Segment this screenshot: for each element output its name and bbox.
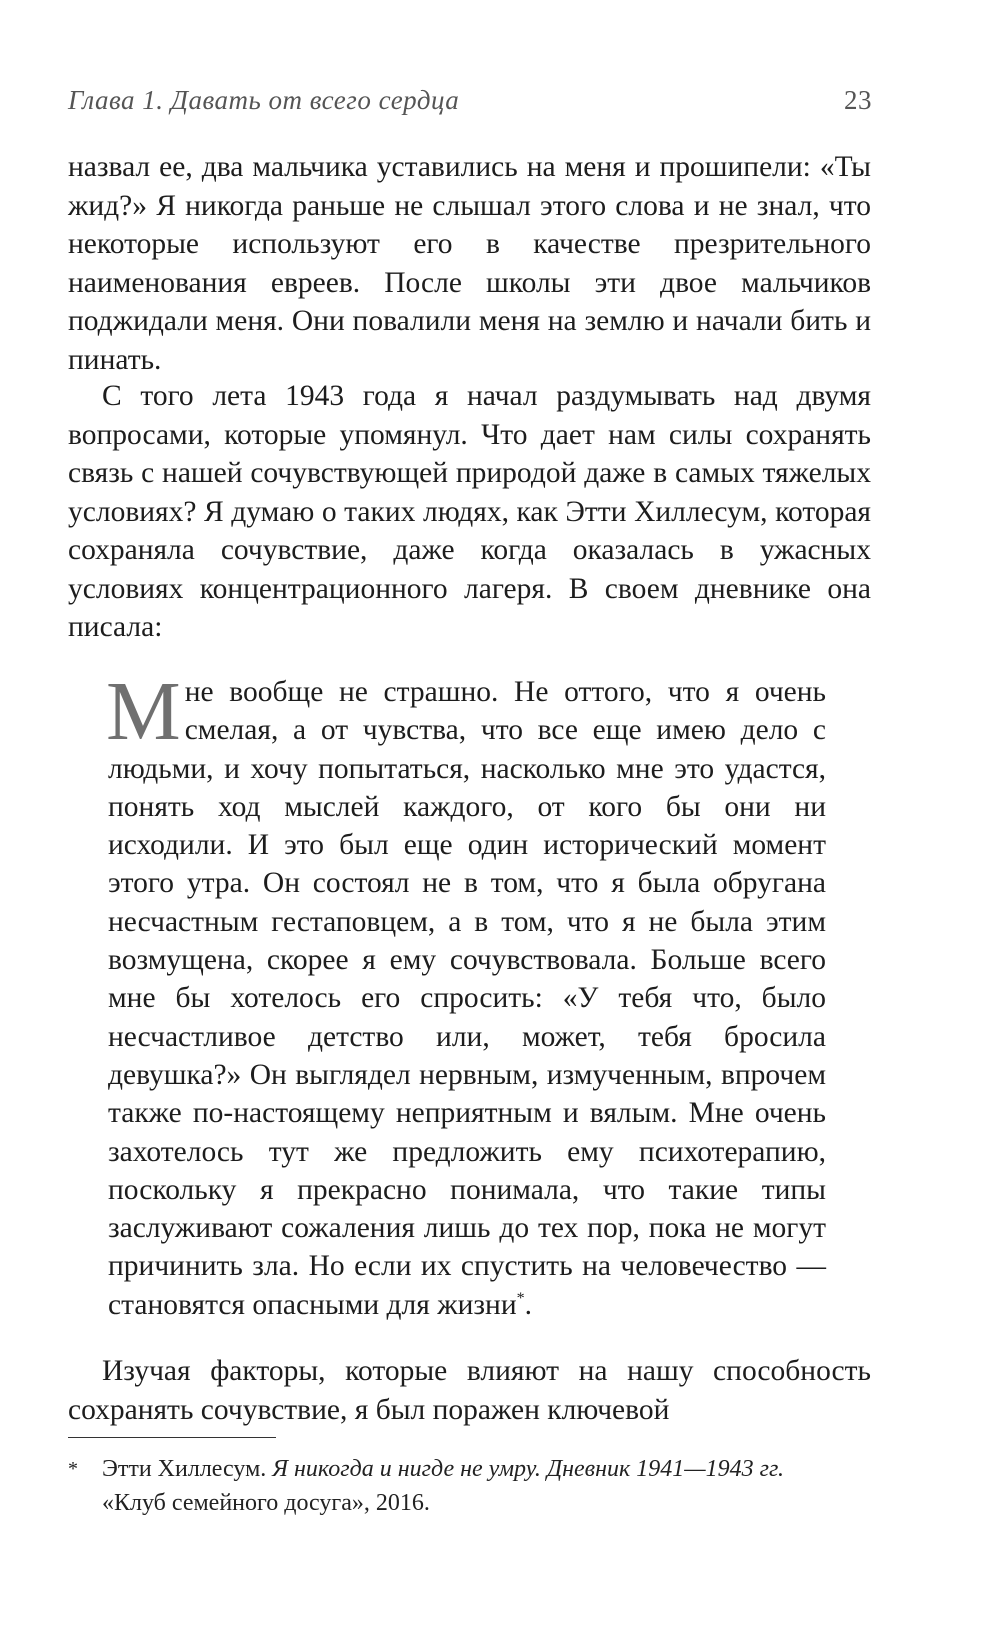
- block-quote: [106, 665, 826, 1324]
- running-title: Глава 1. Давать от всего сердца: [68, 85, 460, 115]
- body-paragraph-3: [68, 1352, 871, 1429]
- paragraph-text: Изучая факторы, которые влияют на нашу способность сохранять сочувствие, я был поражен ключевой: [68, 1355, 871, 1426]
- quote-end-punctuation: .: [524, 1288, 532, 1321]
- body-paragraph-2: [68, 377, 871, 647]
- page-number: 23: [844, 85, 872, 115]
- footnote-divider: [68, 1437, 276, 1438]
- footnote: [68, 1452, 871, 1520]
- paragraph-text: назвал ее, два мальчика уставились на меня и прошипели: «Ты жид?» Я никогда раньше не слышал этого слова и не знал, что некоторые используют его в качестве презрительного наименования евреев. После школы эти двое мальчиков поджидали меня. Они повалили меня на землю и начали бить и пинать.: [68, 151, 871, 376]
- quote-text: не вообще не страшно. Не оттого, что я очень смелая, а от чувства, что все еще имею дело с людьми, и хочу попытаться, насколько мне это удастся, понять ход мыслей каждого, от кого бы они ни исходили. И это был еще один исторический момент этого утра. Он состоял не в том, что я была обругана несчастным гестаповцем, а в том, что я не была этим возмущена, скорее я ему сочувствовала. Больше всего мне бы хотелось его спросить: «У тебя что, было несчастливое детство или, может, тебя бросила девушка?» Он выглядел нервным, измученным, впрочем также по-настоящему неприятным и вялым. Мне очень захотелось тут же предложить ему психотерапию, поскольку я прекрасно понимала, что такие типы заслуживают сожаления лишь до тех пор, пока не могут причинить зла. Но если их спустить на человечество — становятся опасными для жизни: [108, 676, 826, 1321]
- footnote-author: Этти Хиллесум.: [102, 1456, 267, 1482]
- footnote-book-title: Я никогда и нигде не умру. Дневник 1941—1943 гг.: [272, 1456, 784, 1482]
- paragraph-text: С того лета 1943 года я начал раздумывать над двумя вопросами, которые упомянул. Что дает нам силы сохранять связь с нашей сочувствующей природой даже в самых тяжелых условиях? Я думаю о таких людях, как Этти Хиллесум, которая сохраняла сочувствие, даже когда оказалась в ужасных условиях концентрационного лагеря. В своем дневнике она писала:: [68, 380, 871, 643]
- footnote-reference-mark[interactable]: *: [516, 1289, 525, 1307]
- footnote-publisher: «Клуб семейного досуга», 2016.: [102, 1490, 430, 1516]
- footnote-mark: *: [68, 1458, 78, 1480]
- drop-cap: М: [106, 665, 179, 758]
- running-head: [68, 80, 872, 120]
- body-paragraph-1: [68, 148, 871, 379]
- footnote-body: [102, 1452, 871, 1520]
